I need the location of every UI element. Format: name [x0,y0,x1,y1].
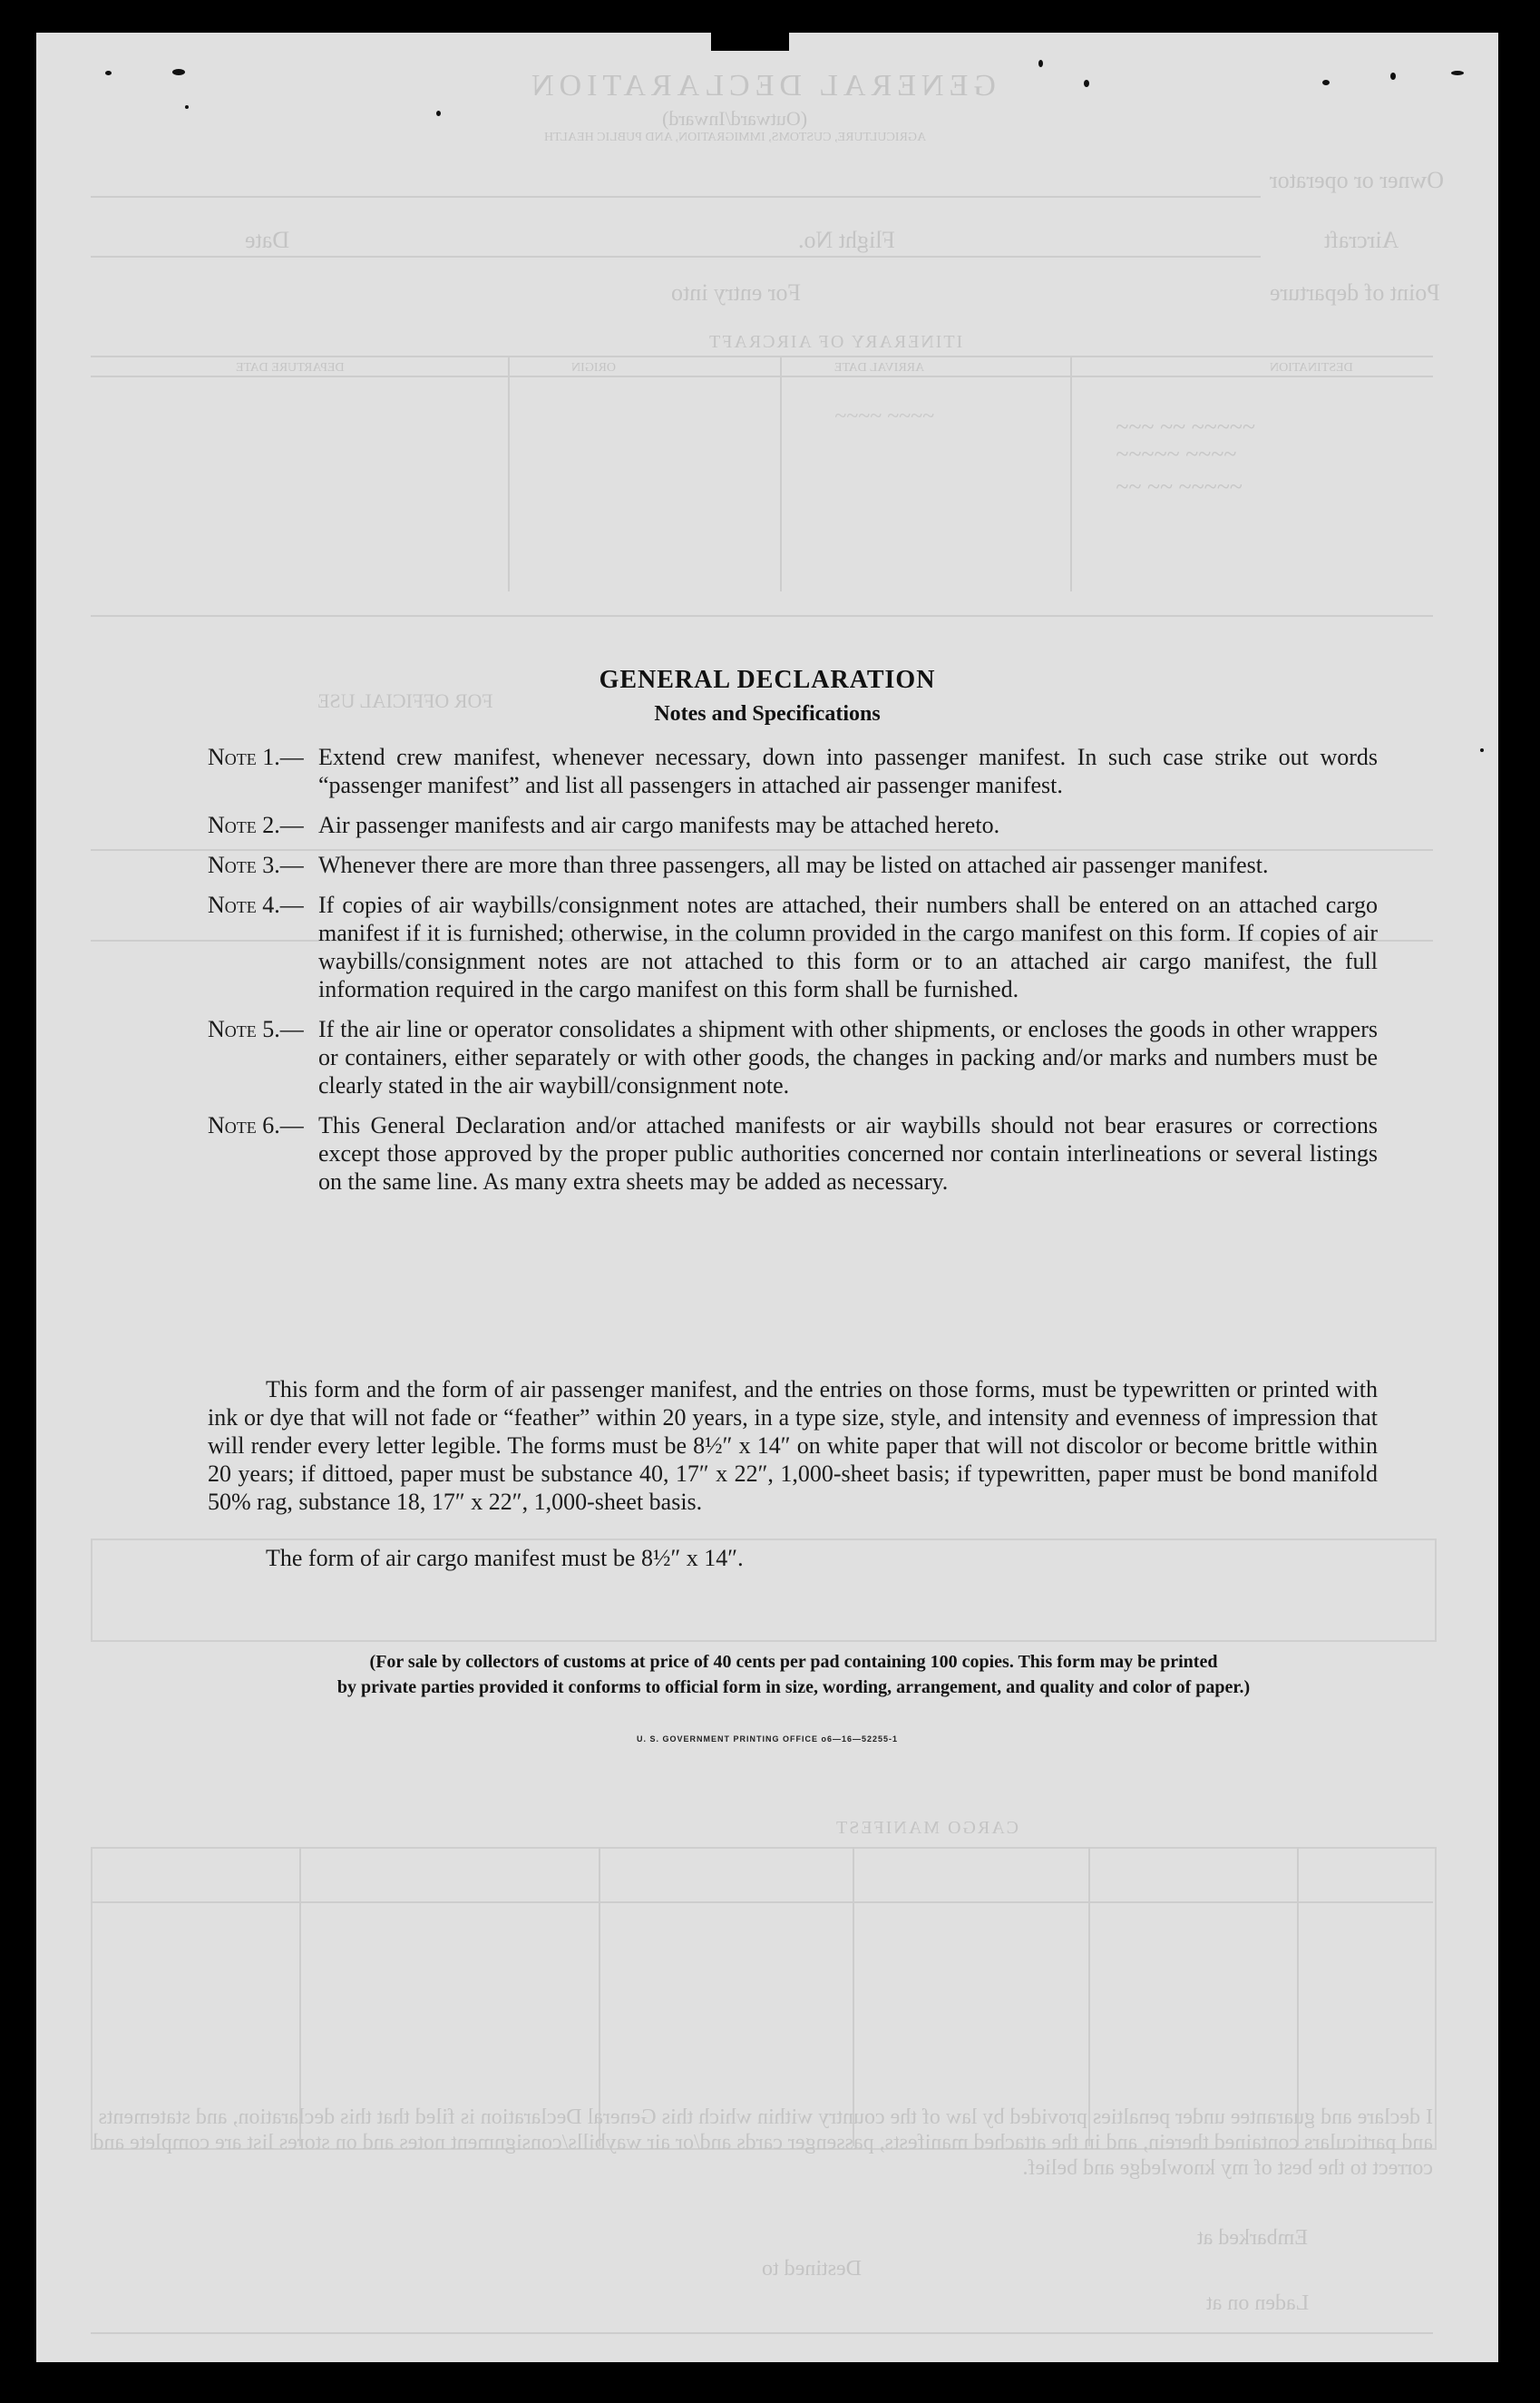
note-item [208,1015,1378,1099]
ink-speck [1451,71,1464,75]
bleed-rule [91,1901,1433,1903]
bleed-col-rule [780,356,782,591]
note-item [208,811,1378,839]
document-heading: GENERAL DECLARATION [599,666,936,694]
ink-speck [172,69,185,75]
bleed-top-title: GENERAL DECLARATION [526,69,996,103]
bleed-top-note: AGRICULTURE, CUSTOMS, IMMIGRATION, AND PUBLIC HEALTH [544,131,927,144]
note-text: This General Declaration and/or attached manifests or air waybills should not bear erasures or corrections except those approved by the proper public authorities concerned nor contain interlineations or several listings on the same line. As many extra sheets may be added as necessary. [318,1112,1378,1195]
ink-speck [1480,748,1484,752]
bleed-col-rule [1297,1847,1299,2146]
sale-notice-line: (For sale by collectors of customs at price of 40 cents per pad containing 100 copies. This form may be printed [369,1652,1218,1672]
ink-speck [1322,80,1330,85]
bleed-aircraft-label: Aircraft [1324,227,1399,253]
note-label: Note 6.— [208,1112,304,1138]
note-item [208,891,1378,1003]
bleed-destined: Destined to [762,2257,862,2281]
note-label: Note 1.— [208,744,304,770]
bleed-declare: I declare and guarantee under penalties provided by law of the country within which this General Declaration is filed that this declaration, and statements and particulars contained therein, and in the attached manifests, passenger cards and/or air waybills/consignment notes and on stores list are complete and correct to the best of my knowledge and belief. [93,2105,1433,2180]
note-item [208,1111,1378,1196]
note-text: Whenever there are more than three passengers, all may be listed on attached air passenger manifest. [318,852,1269,878]
bleed-col-arrival: ARRIVAL DATE [834,361,925,375]
bleed-col-dest: DESTINATION [1270,361,1353,375]
specification-paragraph: This form and the form of air passenger manifest, and the entries on those forms, must be typewritten or printed with ink or dye that will not fade or “feather” within 20 years, in a type size, style, and intensity and evenness of impression that will render every letter legible. The forms must be 8½″ x 14″ on white paper that will not discolor or become brittle within 20 years; if dittoed, paper must be substance 40, 17″ x 22″, 1,000-sheet basis; if typewritten, paper must be bond manifold 50% rag, substance 18, 17″ x 22″, 1,000-sheet basis. [208,1376,1378,1515]
bleed-rule [91,196,1261,198]
bleed-handwriting: ~~~ ~~ ~~~~~ [1116,414,1255,440]
note-item [208,851,1378,879]
ink-speck [105,71,112,75]
bleed-col-rule [299,1847,301,2146]
ink-speck [185,105,189,109]
punch-notch [711,33,789,51]
bleed-col-rule [853,1847,854,2146]
note-text: If copies of air waybills/consignment notes are attached, their numbers shall be entered on an attached cargo manifest if it is furnished; otherwise, in the column provided in the cargo manifest on this form. If copies of air waybills/consignment notes are not attached to this form or to an attached air cargo manifest, the full information required in the cargo manifest on this form shall be furnished. [318,892,1378,1002]
bleed-embarked: Embarked at [1197,2226,1308,2250]
bleed-rule [91,376,1433,377]
bleed-rule [91,256,1261,258]
bleed-rule [91,356,1433,357]
bleed-col-rule [508,356,510,591]
bleed-rule [91,2332,1433,2334]
document-subheading: Notes and Specifications [654,702,881,726]
ink-speck [1038,60,1043,67]
bleed-col-rule [1088,1847,1090,2146]
bleed-arrival-label: For entry into [671,279,801,306]
bleed-col-origin: ORIGIN [571,361,616,375]
bleed-date-label: Date [245,227,290,253]
bleed-embarkation-label: Point of departure [1270,279,1440,306]
bleed-flight-label: Flight No. [798,227,895,253]
bleed-top-subtitle: (Outward/Inward) [662,107,808,130]
note-item [208,743,1378,799]
note-text: Air passenger manifests and air cargo manifests may be attached hereto. [318,812,1000,838]
sale-notice-line: by private parties provided it conforms to official form in size, wording, arrangement, and quality and color of paper.) [336,1677,1251,1697]
notes-list [208,743,1378,1207]
note-label: Note 4.— [208,892,304,918]
bleed-col-departure: DEPARTURE DATE [236,361,345,375]
bleed-official-use: FOR OFFICIAL USE [317,689,493,712]
bleed-itinerary: ITINERARY OF AIRCRAFT [707,332,963,352]
bleed-handwriting: ~~ ~~ ~~~~~ [1116,474,1243,500]
bleed-handwriting: ~~~~~ ~~~~ [1116,441,1237,467]
note-label: Note 3.— [208,852,304,878]
bleed-rule [91,615,1433,617]
bleed-col-rule [1070,356,1072,591]
note-text: If the air line or operator consolidates a shipment with other shipments, or encloses the goods in other wrappers or containers, either separately or with other goods, the changes in packing and/or marks and numbers must be clearly stated in the air waybill/consignment note. [318,1016,1378,1099]
note-text: Extend crew manifest, whenever necessary, down into passenger manifest. In such case strike out words “passenger manifest” and list all passengers in attached air passenger manifest. [318,744,1378,798]
ink-speck [1390,73,1396,80]
bleed-col-rule [599,1847,600,2146]
note-label: Note 5.— [208,1016,304,1042]
document-page [36,33,1498,2362]
bleed-cargo-manifest: CARGO MANIFEST [834,1818,1019,1838]
sale-notice [181,1649,1406,1700]
ink-speck [436,111,441,116]
note-label: Note 2.— [208,812,304,838]
bleed-owner-label: Owner or operator [1270,167,1445,193]
bleed-handwriting: ~~~~ ~~~~ [834,405,934,428]
ink-speck [1084,80,1089,87]
printer-line: U. S. GOVERNMENT PRINTING OFFICE o6—16—52255-1 [636,1734,899,1744]
bleed-laden: Laden on at [1206,2291,1310,2315]
cargo-size-line: The form of air cargo manifest must be 8½″ x 14″. [266,1545,744,1571]
